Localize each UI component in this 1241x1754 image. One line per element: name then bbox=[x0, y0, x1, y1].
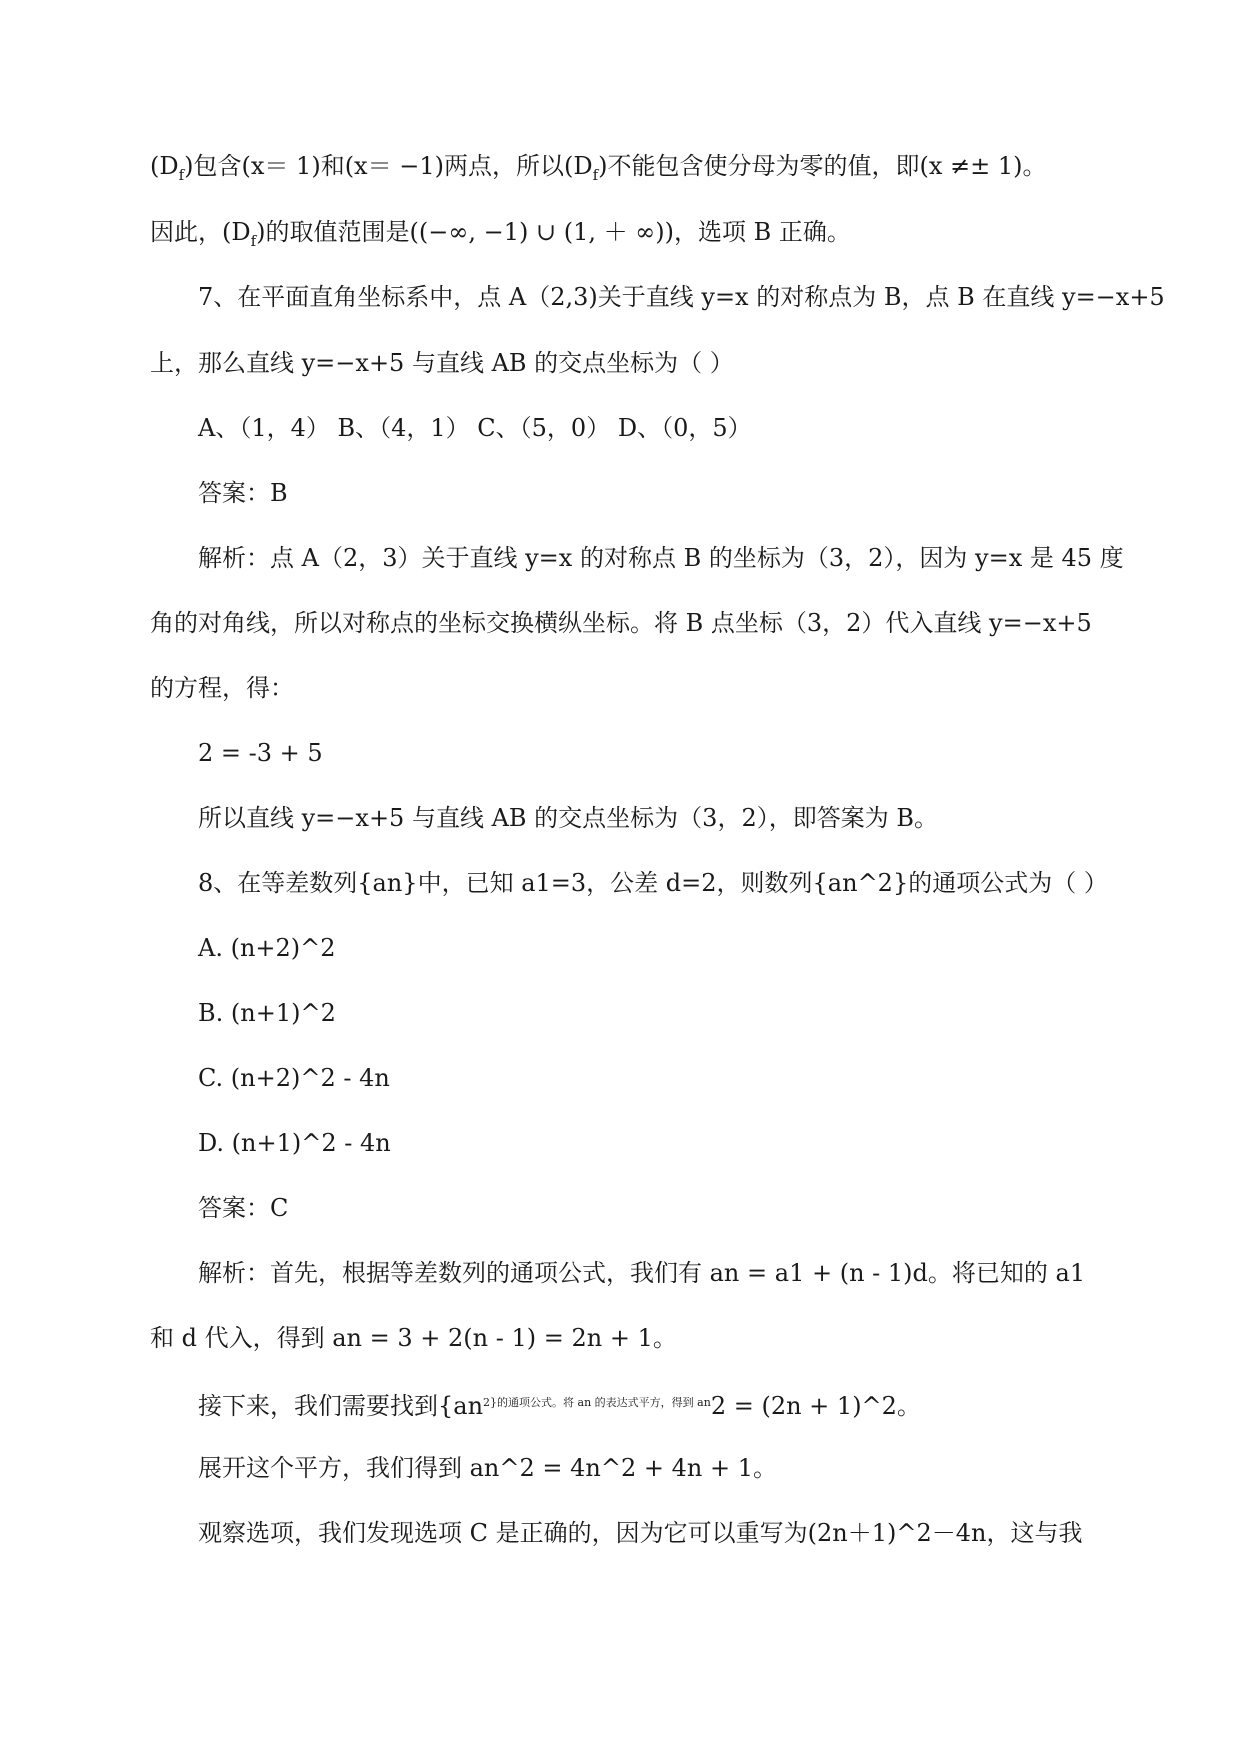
question-7-analysis-line-1: 解析：点 A（2，3）关于直线 y=x 的对称点 B 的坐标为（3，2），因为 y=x 是 45 度 bbox=[198, 544, 1124, 572]
text-line-2: 因此，$(D_f)$的取值范围是((−∞, −1) ∪ (1, ＋ ∞))，选项 B 正确。 bbox=[150, 218, 851, 250]
question-8-option-a: A. (n+2)^2 bbox=[198, 934, 336, 962]
text-line-1: $(D_f)$包含(x＝ 1)和(x＝ −1)两点，所以$(D_f)$不能包含使分母为零的值，即(x ≠± 1)。 bbox=[150, 152, 1047, 184]
question-7-line-2: 上，那么直线 y=−x+5 与直线 AB 的交点坐标为（ ） bbox=[150, 349, 734, 377]
question-8-analysis-line-2: 和 d 代入，得到 an = 3 + 2(n - 1) = 2n + 1。 bbox=[150, 1324, 677, 1352]
subscript-f: f bbox=[250, 232, 257, 250]
equation-line: 2 = -3 + 5 bbox=[198, 739, 323, 767]
question-8-analysis-line-3: 接下来，我们需要找到{$an^{2\}的通项公式。将 an 的表达式平方,得到 an}2 = (2n$ + 1)^2。 bbox=[198, 1392, 921, 1420]
question-7-line-1: 7、在平面直角坐标系中，点 A（2,3)关于直线 y=x 的对称点为 B，点 B 在直线 y=−x+5 bbox=[198, 283, 1165, 311]
subscript-f: f bbox=[178, 166, 185, 184]
question-8-answer: 答案：C bbox=[198, 1194, 289, 1222]
question-7-analysis-line-2: 角的对角线，所以对称点的坐标交换横纵坐标。将 B 点坐标（3，2）代入直线 y=−x+5 bbox=[150, 609, 1092, 637]
question-8-option-d: D. (n+1)^2 - 4n bbox=[198, 1129, 391, 1157]
question-7-options: A、（1，4） B、（4，1） C、（5，0） D、（0，5） bbox=[198, 414, 752, 442]
question-8-option-c: C. (n+2)^2 - 4n bbox=[198, 1064, 390, 1092]
subscript-f: f bbox=[592, 166, 599, 184]
question-8-analysis-line-5: 观察选项，我们发现选项 C 是正确的，因为它可以重写为(2n＋1)^2－4n，这与我 bbox=[198, 1519, 1083, 1547]
small-inline-text: 2}的通项公式。将 an 的表达式平方，得到 an bbox=[483, 1396, 711, 1409]
question-8-option-b: B. (n+1)^2 bbox=[198, 999, 336, 1027]
question-8-analysis-line-4: 展开这个平方，我们得到 an^2 = 4n^2 + 4n + 1。 bbox=[198, 1454, 777, 1482]
question-7-answer: 答案：B bbox=[198, 479, 288, 507]
question-7-conclusion: 所以直线 y=−x+5 与直线 AB 的交点坐标为（3，2），即答案为 B。 bbox=[198, 804, 938, 832]
question-8-stem: 8、在等差数列{an}中，已知 a1=3，公差 d=2，则数列{an^2}的通项公式为（ ） bbox=[198, 869, 1108, 897]
question-8-analysis-line-1: 解析：首先，根据等差数列的通项公式，我们有 an = a1 + (n - 1)d。将已知的 a1 bbox=[198, 1259, 1086, 1287]
question-7-analysis-line-3: 的方程，得： bbox=[150, 674, 294, 702]
